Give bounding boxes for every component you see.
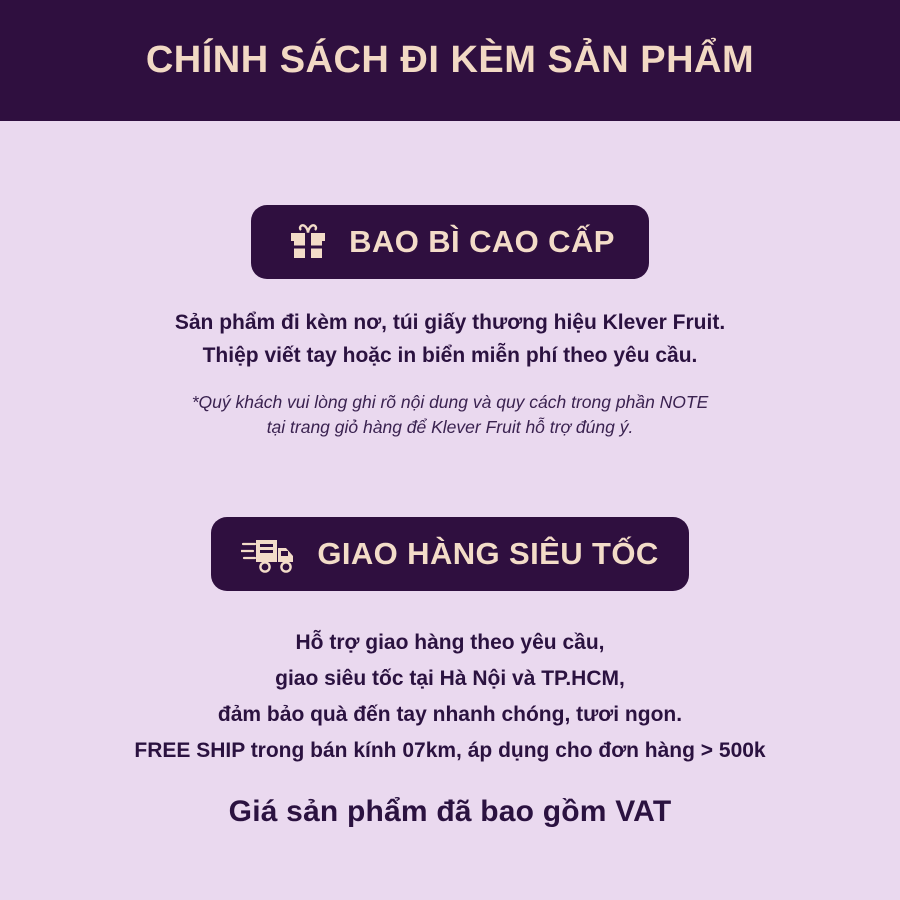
freeship-line xyxy=(134,733,765,769)
gift-box-icon xyxy=(285,219,331,265)
delivery-line-2: giao siêu tốc tại Hà Nội và TP.HCM, xyxy=(275,666,625,690)
delivery-description xyxy=(134,625,765,769)
page-header xyxy=(0,0,900,121)
freeship-rest: trong bán kính 07km, áp dụng cho đơn hàng > 500k xyxy=(244,739,766,763)
delivery-banner-label: GIAO HÀNG SIÊU TỐC xyxy=(317,535,659,571)
freeship-emphasis: FREE SHIP xyxy=(134,739,245,763)
delivery-line-3: đảm bảo quà đến tay nhanh chóng, tươi ngon. xyxy=(217,703,683,727)
packaging-description xyxy=(175,307,725,372)
delivery-line-1: Hỗ trợ giao hàng theo yêu cầu, xyxy=(295,630,605,654)
page-title: CHÍNH SÁCH ĐI KÈM SẢN PHẨM xyxy=(145,38,755,81)
packaging-line-1: Sản phẩm đi kèm nơ, túi giấy thương hiệu Klever Fruit. xyxy=(174,311,726,334)
section-packaging xyxy=(0,205,900,441)
packaging-note xyxy=(192,390,709,441)
vat-notice: Giá sản phẩm đã bao gồm VAT xyxy=(228,795,672,829)
packaging-note-line-1: *Quý khách vui lòng ghi rõ nội dung và quy cách trong phần NOTE xyxy=(191,392,709,413)
delivery-banner xyxy=(211,517,688,591)
page-content xyxy=(0,121,900,900)
delivery-truck-icon xyxy=(241,531,299,577)
packaging-line-2: Thiệp viết tay hoặc in biển miễn phí theo yêu cầu. xyxy=(202,343,698,367)
packaging-banner-label: BAO BÌ CAO CẤP xyxy=(349,224,615,259)
section-delivery xyxy=(0,517,900,829)
packaging-note-line-2: tại trang giỏ hàng để Klever Fruit hỗ trợ đúng ý. xyxy=(266,417,634,438)
packaging-banner xyxy=(251,205,649,279)
